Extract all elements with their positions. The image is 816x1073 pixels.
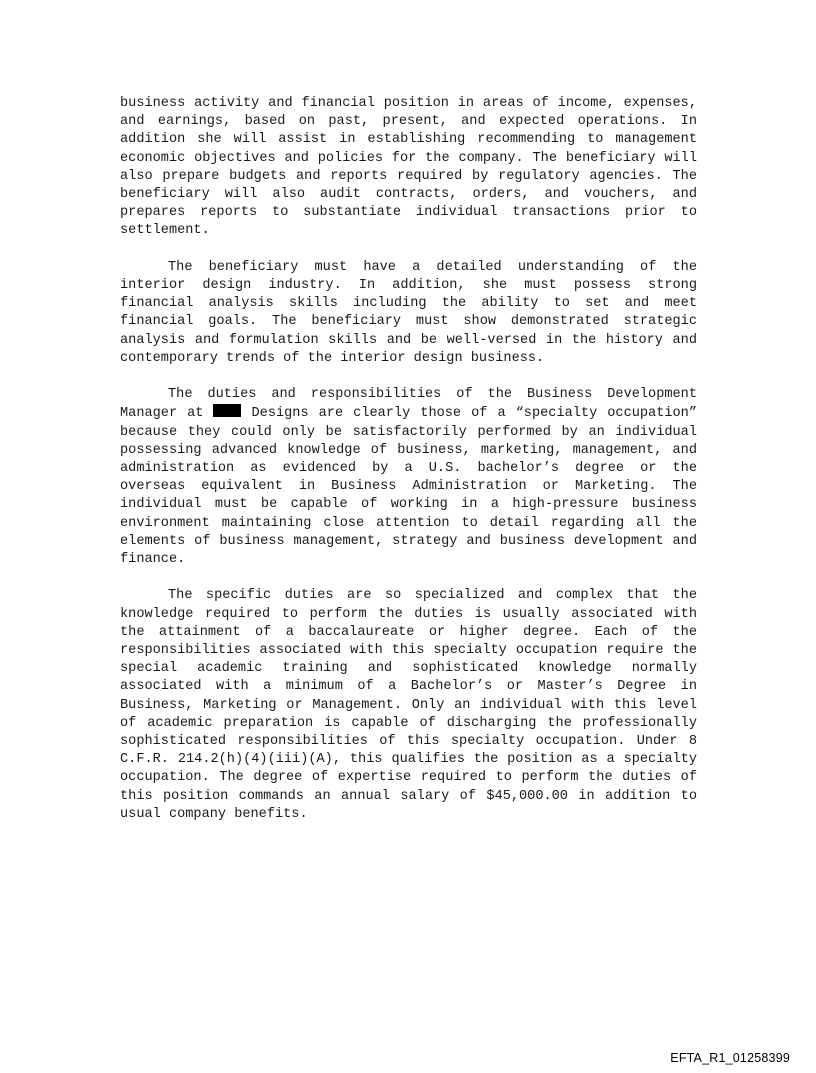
paragraph-4: The specific duties are so specialized and complex that the knowledge required to perform the duties is usually associated with the attainment of a baccalaureate or higher degree. Each of the responsibilities associated with this specialty occupation require the special academic training and sophisticated knowledge normally associated with a minimum of a Bachelor’s or Master’s Degree in Business, Marketing or Management. Only an individual with this level of academic preparation is capable of discharging the professionally sophisticated responsibilities of this specialty occupation. Under 8 C.F.R. 214.2(h)(4)(iii)(A), this qualifies the position as a specialty occupation. The degree of expertise required to perform the duties of this position commands an annual salary of $45,000.00 in addition to usual company benefits. xyxy=(120,588,697,822)
paragraph-3-rest: Designs are clearly those of a “specialty occupation” because they could only be satisfactorily performed by an individual possessing advanced knowledge of business, marketing, management, and administration as evidenced by a U.S. bachelor’s degree or the overseas equivalent in Business Administration or Marketing. The individual must be capable of working in a high-pressure business environment maintaining close attention to detail regarding all the elements of business management, strategy and business development and finance. xyxy=(120,406,697,568)
redaction-block xyxy=(213,404,241,417)
paragraph-3-start: The duties and responsibilities of the Business Development Manager at xyxy=(120,387,697,422)
document-id-footer: EFTA_R1_01258399 xyxy=(670,1051,790,1065)
paragraph-2: The beneficiary must have a detailed understanding of the interior design industry. In addition, she must possess strong financial analysis skills including the ability to set and meet financial goals. The beneficiary must show demonstrated strategic analysis and formulation skills and be well-versed in the history and contemporary trends of the interior design business. xyxy=(120,259,697,366)
paragraph-1: business activity and financial position in areas of income, expenses, and earnings, based on past, present, and expected operations. In addition she will assist in establishing recommending to management economic objectives and policies for the company. The beneficiary will also prepare budgets and reports required by regulatory agencies. The beneficiary will also audit contracts, orders, and vouchers, and prepares reports to substantiate individual transactions prior to settlement. xyxy=(120,96,697,239)
document-body xyxy=(120,95,697,842)
paragraph-3 xyxy=(120,386,697,569)
